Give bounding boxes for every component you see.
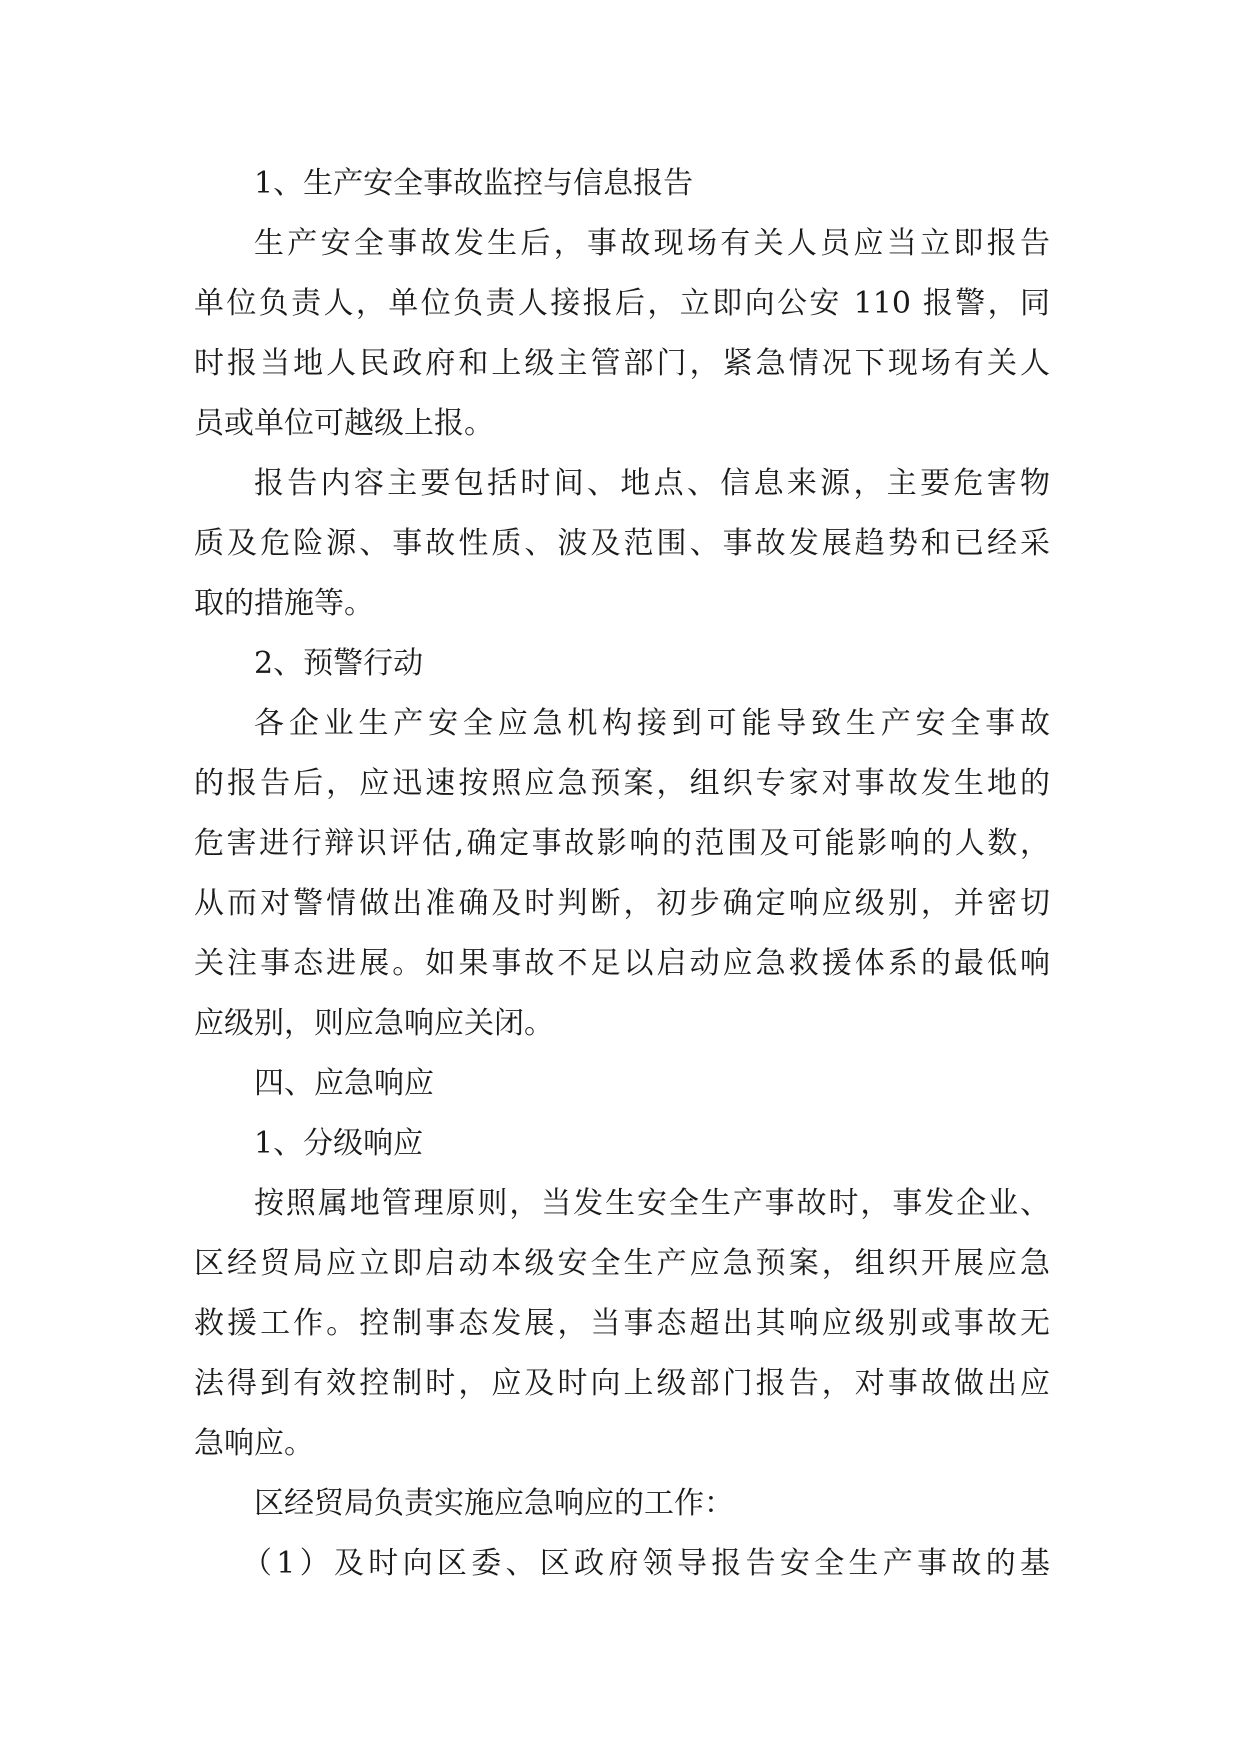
paragraph-line: 应级别，则应急响应关闭。 <box>194 1006 554 1041</box>
paragraph-line: 危害进行辩识评估,确定事故影响的范围及可能影响的人数， <box>194 826 1050 861</box>
paragraph-line: 急响应。 <box>194 1426 314 1461</box>
paragraph-line: 法得到有效控制时，应及时向上级部门报告，对事故做出应 <box>194 1366 1050 1401</box>
paragraph-line: 区经贸局应立即启动本级安全生产应急预案，组织开展应急 <box>194 1246 1050 1281</box>
section-heading: 2、预警行动 <box>254 646 424 681</box>
section-heading: 四、应急响应 <box>254 1066 434 1101</box>
paragraph-line: 质及危险源、事故性质、波及范围、事故发展趋势和已经采 <box>194 526 1050 561</box>
document-body <box>194 154 1050 1594</box>
paragraph-line: 关注事态进展。如果事故不足以启动应急救援体系的最低响 <box>194 946 1050 981</box>
paragraph-line: 从而对警情做出准确及时判断，初步确定响应级别，并密切 <box>194 886 1050 921</box>
paragraph-line: 区经贸局负责实施应急响应的工作： <box>254 1486 734 1521</box>
paragraph-line: 生产安全事故发生后，事故现场有关人员应当立即报告 <box>254 226 1050 261</box>
paragraph-line: 员或单位可越级上报。 <box>194 406 494 441</box>
paragraph-line: 报告内容主要包括时间、地点、信息来源，主要危害物 <box>254 466 1050 501</box>
paragraph-line: （1）及时向区委、区政府领导报告安全生产事故的基 <box>242 1546 1050 1581</box>
paragraph-line: 救援工作。控制事态发展，当事态超出其响应级别或事故无 <box>194 1306 1050 1341</box>
paragraph-line: 时报当地人民政府和上级主管部门，紧急情况下现场有关人 <box>194 346 1050 381</box>
paragraph-line: 的报告后，应迅速按照应急预案，组织专家对事故发生地的 <box>194 766 1050 801</box>
section-heading: 1、分级响应 <box>254 1126 424 1161</box>
paragraph-line: 按照属地管理原则，当发生安全生产事故时，事发企业、 <box>254 1186 1050 1221</box>
paragraph-line: 各企业生产安全应急机构接到可能导致生产安全事故 <box>254 706 1050 741</box>
paragraph-line: 单位负责人，单位负责人接报后，立即向公安 110 报警，同 <box>194 286 1050 321</box>
paragraph-line: 取的措施等。 <box>194 586 374 621</box>
section-heading: 1、生产安全事故监控与信息报告 <box>254 166 694 201</box>
